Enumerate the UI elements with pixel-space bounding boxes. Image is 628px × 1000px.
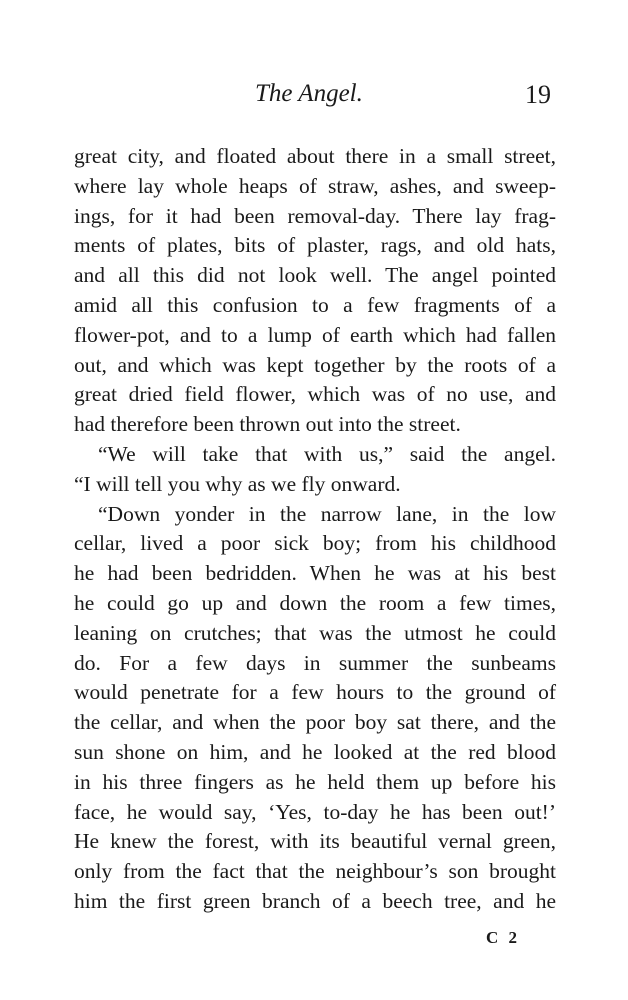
text-line: leaning on crutches; that was the utmost he could (74, 620, 556, 645)
text-line: “I will tell you why as we fly onward. (74, 471, 401, 496)
text-line: do. For a few days in summer the sunbeams (74, 650, 556, 675)
text-line: flower-pot, and to a lump of earth which had fallen (74, 322, 556, 347)
text-line: “Down yonder in the narrow lane, in the low (98, 501, 556, 526)
text-line: great dried field flower, which was of no use, and (74, 382, 556, 407)
text-line: cellar, lived a poor sick boy; from his childhood (74, 531, 556, 556)
text-line: where lay whole heaps of straw, ashes, and sweep- (74, 173, 556, 198)
running-header-title: The Angel. (255, 80, 363, 107)
text-line: he could go up and down the room a few times, (74, 590, 556, 615)
text-line: amid all this confusion to a few fragments of a (74, 292, 556, 317)
text-line: the cellar, and when the poor boy sat there, and the (74, 710, 556, 735)
text-line: sun shone on him, and he looked at the red blood (74, 739, 556, 764)
body-text (74, 142, 556, 917)
text-line: only from the fact that the neighbour’s son brought (74, 859, 556, 884)
text-line: He knew the forest, with its beautiful vernal green, (74, 829, 556, 854)
text-line: face, he would say, ‘Yes, to-day he has been out!’ (74, 799, 556, 824)
text-line: in his three fingers as he held them up before his (74, 769, 556, 794)
text-line: he had been bedridden. When he was at his best (74, 561, 556, 586)
text-line: had therefore been thrown out into the street. (74, 412, 461, 437)
page-number: 19 (525, 80, 551, 109)
printer-signature-mark: C 2 (486, 928, 521, 947)
text-line: “We will take that with us,” said the angel. (98, 441, 556, 466)
text-line: him the first green branch of a beech tree, and he (74, 888, 556, 913)
text-line: and all this did not look well. The angel pointed (74, 263, 556, 288)
text-line: ings, for it had been removal-day. There lay frag- (74, 203, 556, 228)
text-line: great city, and floated about there in a small street, (74, 144, 556, 168)
text-line: out, and which was kept together by the roots of a (74, 352, 556, 377)
text-line: ments of plates, bits of plaster, rags, and old hats, (74, 233, 556, 258)
text-line: would penetrate for a few hours to the ground of (74, 680, 556, 705)
